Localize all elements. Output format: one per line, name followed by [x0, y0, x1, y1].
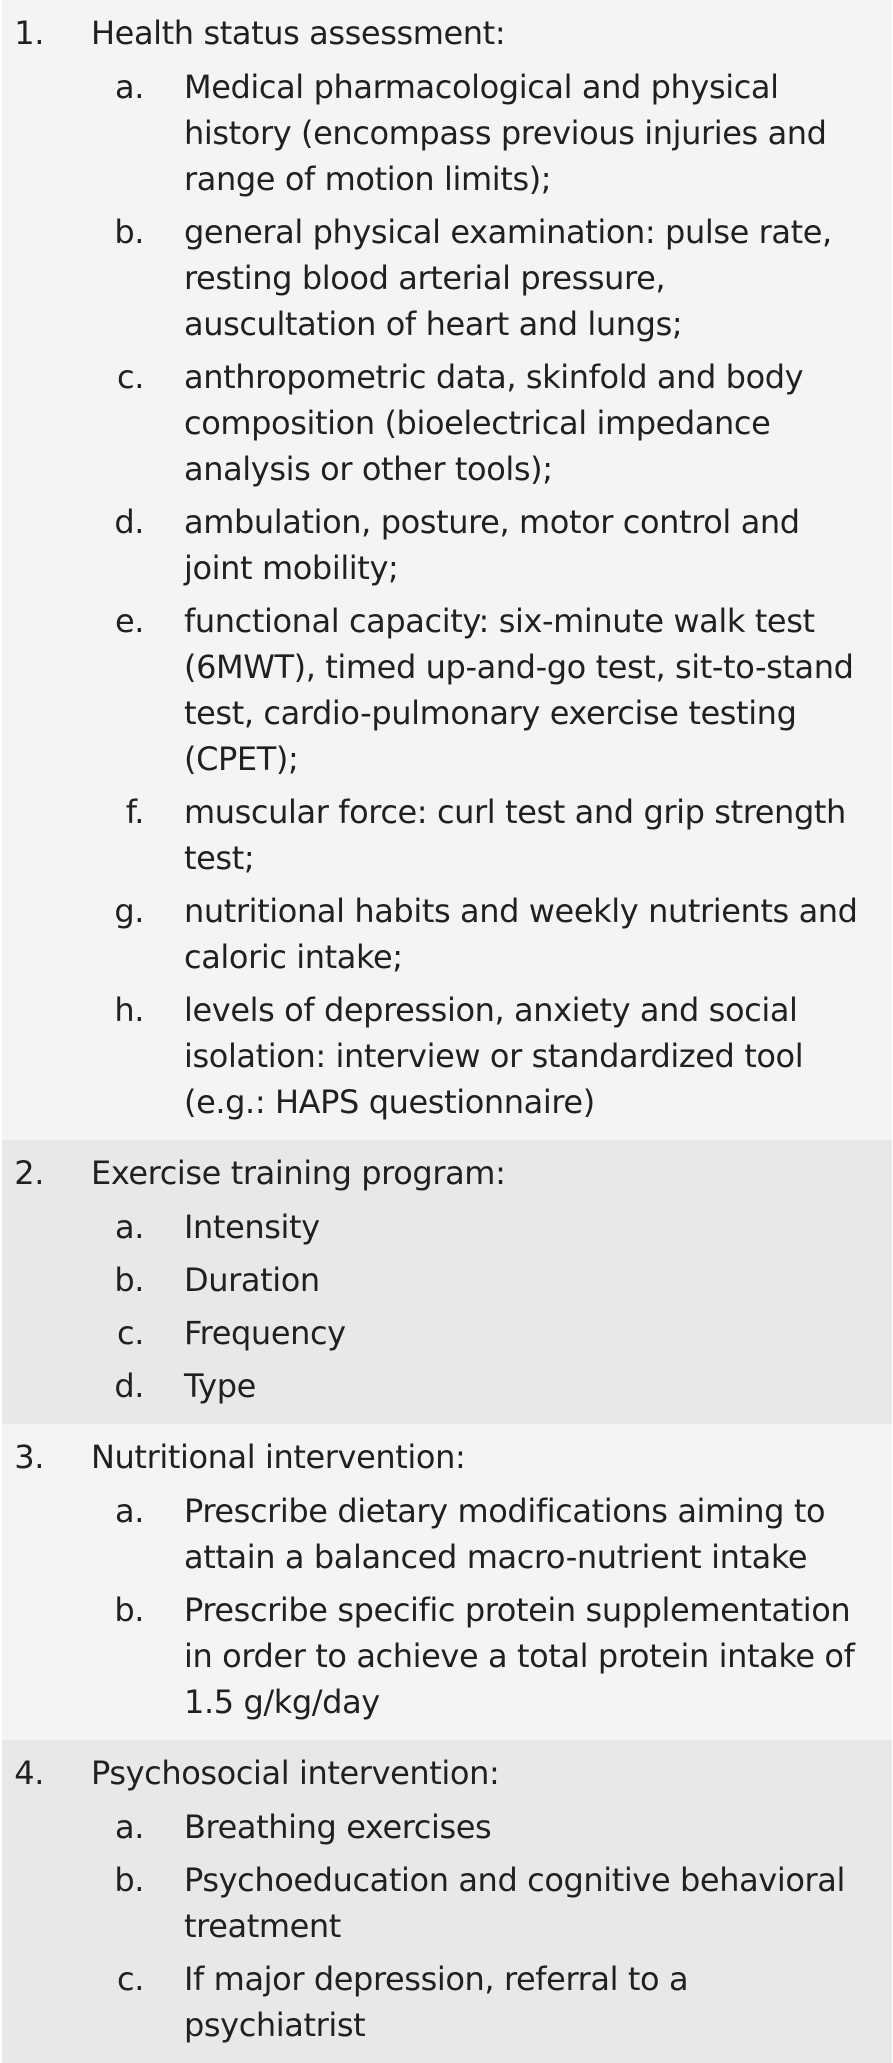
list-item	[2, 598, 892, 782]
list-item	[2, 1204, 892, 1250]
section-exercise-training	[2, 1140, 892, 1424]
item-text: If major depression, referral to a psychiatrist	[184, 1960, 689, 2044]
list-item	[2, 1310, 892, 1356]
section-number: 2.	[14, 1154, 44, 1192]
item-text: Intensity	[184, 1208, 320, 1246]
section-heading	[2, 1434, 892, 1480]
section-health-status	[2, 0, 892, 1140]
item-letter: b.	[114, 1261, 144, 1299]
section-heading	[2, 1750, 892, 1796]
item-text: Medical pharmacological and physical history (encompass previous injuries and range of motion limits);	[184, 68, 827, 198]
list-item	[2, 354, 892, 492]
item-text: Psychoeducation and cognitive behavioral treatment	[184, 1861, 845, 1945]
item-letter: d.	[114, 503, 144, 541]
item-text: ambulation, posture, motor control and joint mobility;	[184, 503, 800, 587]
item-letter: b.	[114, 1591, 144, 1629]
section-title: Psychosocial intervention:	[91, 1754, 500, 1792]
item-letter: h.	[114, 991, 144, 1029]
item-text: general physical examination: pulse rate, resting blood arterial pressure, auscultation of heart and lungs;	[184, 213, 832, 343]
item-text: anthropometric data, skinfold and body composition (bioelectrical impedance analysis or other tools);	[184, 358, 804, 488]
list-item	[2, 789, 892, 881]
item-text: levels of depression, anxiety and social isolation: interview or standardized tool (e.g.: HAPS questionnaire)	[184, 991, 804, 1121]
list-item	[2, 64, 892, 202]
item-letter: g.	[114, 892, 144, 930]
section-title: Nutritional intervention:	[91, 1438, 466, 1476]
item-letter: c.	[117, 1960, 144, 1998]
item-text: Type	[184, 1367, 256, 1405]
item-letter: a.	[115, 1808, 144, 1846]
list-item	[2, 1804, 892, 1850]
section-title: Exercise training program:	[91, 1154, 506, 1192]
item-text: Prescribe specific protein supplementation in order to achieve a total protein intake of 1.5 g/kg/day	[184, 1591, 855, 1721]
item-letter: f.	[125, 793, 144, 831]
item-text: Prescribe dietary modifications aiming to attain a balanced macro-nutrient intake	[184, 1492, 826, 1576]
section-title: Health status assessment:	[91, 14, 506, 52]
item-letter: a.	[115, 1208, 144, 1246]
item-text: muscular force: curl test and grip strength test;	[184, 793, 846, 877]
section-heading	[2, 1150, 892, 1196]
list-item	[2, 888, 892, 980]
item-text: Frequency	[184, 1314, 346, 1352]
list-item	[2, 1587, 892, 1725]
section-nutritional-intervention	[2, 1424, 892, 1740]
section-heading	[2, 10, 892, 56]
list-item	[2, 1857, 892, 1949]
item-text: functional capacity: six-minute walk test (6MWT), timed up-and-go test, sit-to-stand test, cardio-pulmonary exercise testing (CPET);	[184, 602, 854, 778]
item-letter: d.	[114, 1367, 144, 1405]
list-item	[2, 1956, 892, 2048]
item-letter: e.	[114, 602, 144, 640]
item-letter: a.	[115, 68, 144, 106]
section-psychosocial-intervention	[2, 1740, 892, 2063]
list-item	[2, 209, 892, 347]
item-letter: c.	[117, 358, 144, 396]
item-text: Duration	[184, 1261, 320, 1299]
protocol-list	[2, 0, 892, 2063]
list-item	[2, 987, 892, 1125]
section-number: 4.	[14, 1754, 44, 1792]
list-item	[2, 499, 892, 591]
section-number: 3.	[14, 1438, 44, 1476]
list-item	[2, 1257, 892, 1303]
item-text: Breathing exercises	[184, 1808, 492, 1846]
list-item	[2, 1488, 892, 1580]
item-letter: a.	[115, 1492, 144, 1530]
item-letter: c.	[117, 1314, 144, 1352]
section-number: 1.	[14, 14, 44, 52]
item-text: nutritional habits and weekly nutrients and caloric intake;	[184, 892, 858, 976]
list-item	[2, 1363, 892, 1409]
item-letter: b.	[114, 1861, 144, 1899]
item-letter: b.	[114, 213, 144, 251]
